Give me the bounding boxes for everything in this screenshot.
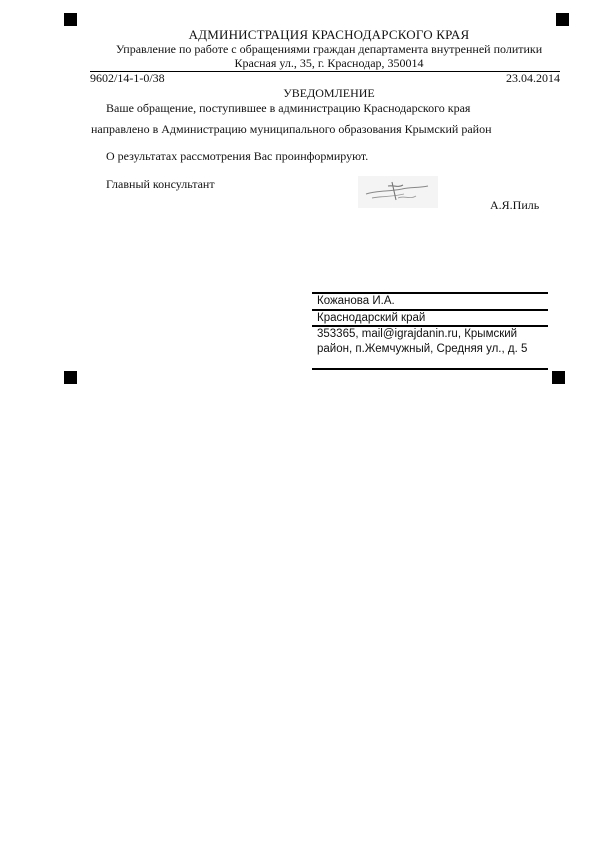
signer-name: А.Я.Пиль <box>490 198 540 212</box>
recipient-top-rule <box>312 292 548 294</box>
recipient-address-line-2: район, п.Жемчужный, Средняя ул., д. 5 <box>317 343 528 355</box>
paragraph-1-line-1: Ваше обращение, поступившее в администрацию Краснодарского края <box>106 101 471 115</box>
registration-number: 9602/14-1-0/38 <box>90 71 165 85</box>
organization-title: АДМИНИСТРАЦИЯ КРАСНОДАРСКОГО КРАЯ <box>188 27 470 42</box>
document-title: УВЕДОМЛЕНИЕ <box>283 86 375 100</box>
registration-mark-mid-left <box>64 371 77 384</box>
registration-mark-mid-right <box>552 371 565 384</box>
paragraph-2: О результатах рассмотрения Вас проинформируют. <box>106 149 369 163</box>
recipient-region: Краснодарский край <box>317 312 426 324</box>
recipient-address-line-1: 353365, mail@igrajdanin.ru, Крымский <box>317 328 518 340</box>
handwritten-signature <box>358 176 438 208</box>
paragraph-1-line-2: направлено в Администрацию муниципального образования Крымский район <box>91 122 492 136</box>
registration-mark-top-right <box>556 13 569 26</box>
signer-position: Главный консультант <box>106 177 215 191</box>
registration-mark-top-left <box>64 13 77 26</box>
department-line: Управление по работе с обращениями граждан департамента внутренней политики <box>115 42 543 56</box>
document-date: 23.04.2014 <box>506 71 560 85</box>
recipient-name: Кожанова И.А. <box>317 295 395 307</box>
recipient-bottom-rule <box>312 368 548 370</box>
recipient-rule-2 <box>312 309 548 311</box>
address-line: Красная ул., 35, г. Краснодар, 350014 <box>234 56 424 70</box>
recipient-rule-3 <box>312 325 548 327</box>
